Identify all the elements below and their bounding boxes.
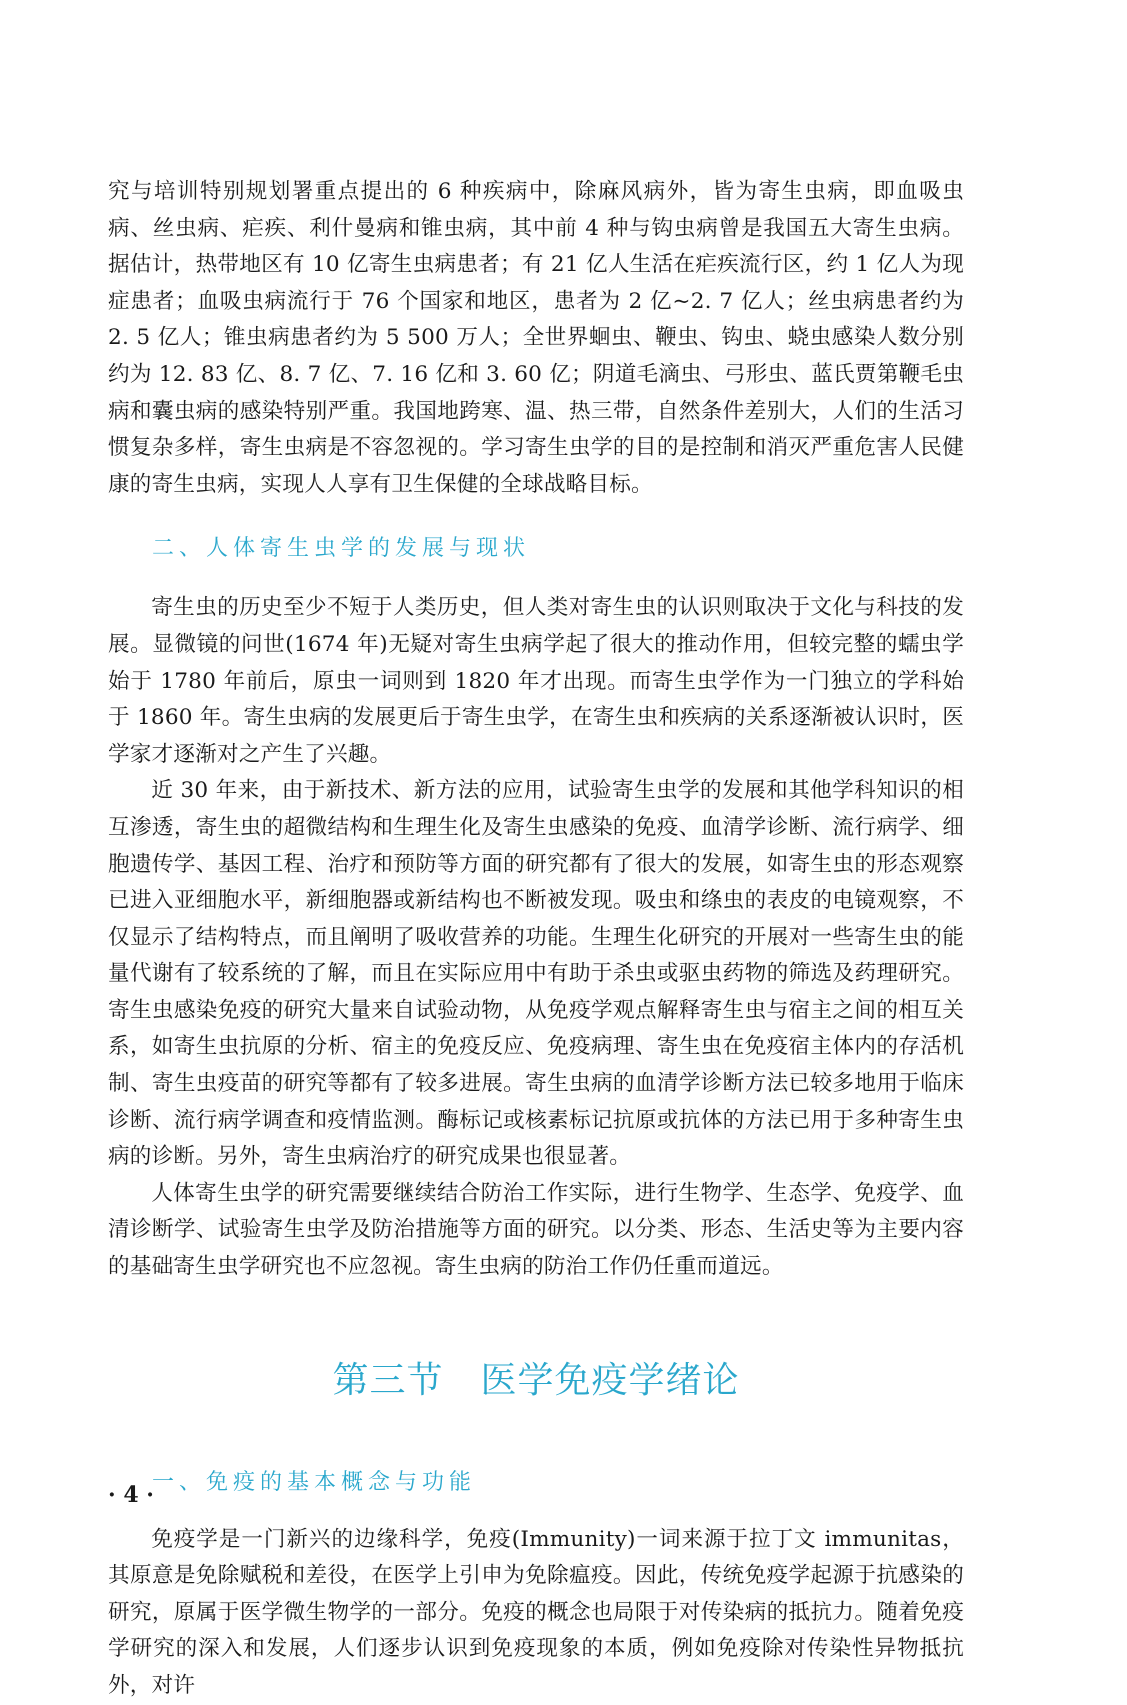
development-paragraph-1: 寄生虫的历史至少不短于人类历史，但人类对寄生虫的认识则取决于文化与科技的发展。显微镜的问世(1674 年)无疑对寄生虫病学起了很大的推动作用，但较完整的蠕虫学始于 1780 年前后，原虫一词则到 1820 年才出现。而寄生虫学作为一门独立的学科始于 1860 年。寄生虫病的发展更后于寄生虫学，在寄生虫和疾病的关系逐渐被认识时，医学家才逐渐对之产生了兴趣。: [108, 595, 964, 767]
immunity-paragraph-1: 免疫学是一门新兴的边缘科学，免疫(Immunity)一词来源于拉丁文 immunitas，其原意是免除赋税和差役，在医学上引申为免除瘟疫。因此，传统免疫学起源于抗感染的研究，原属于医学微生物学的一部分。免疫的概念也局限于对传染病的抵抗力。随着免疫学研究的深入和发展，人们逐步认识到免疫现象的本质，例如免疫除对传染性异物抵抗外，对许: [108, 1526, 964, 1698]
section-heading-immunology: 第三节 医学免疫学绪论: [332, 1359, 740, 1401]
development-paragraph-2: 近 30 年来，由于新技术、新方法的应用，试验寄生虫学的发展和其他学科知识的相互渗透，寄生虫的超微结构和生理生化及寄生虫感染的免疫、血清学诊断、流行病学、细胞遗传学、基因工程、治疗和预防等方面的研究都有了很大的发展，如寄生虫的形态观察已进入亚细胞水平，新细胞器或新结构也不断被发现。吸虫和绦虫的表皮的电镜观察，不仅显示了结构特点，而且阐明了吸收营养的功能。生理生化研究的开展对一些寄生虫的能量代谢有了较系统的了解，而且在实际应用中有助于杀虫或驱虫药物的筛选及药理研究。寄生虫感染免疫的研究大量来自试验动物，从免疫学观点解释寄生虫与宿主之间的相互关系，如寄生虫抗原的分析、宿主的免疫反应、免疫病理、寄生虫在免疫宿主体内的存活机制、寄生虫疫苗的研究等都有了较多进展。寄生虫病的血清学诊断方法已较多地用于临床诊断、流行病学调查和疫情监测。酶标记或核素标记抗原或抗体的方法已用于多种寄生虫病的诊断。另外，寄生虫病治疗的研究成果也很显著。: [108, 778, 964, 1170]
page-number: · 4 ·: [108, 1482, 154, 1508]
page-content: [108, 174, 964, 1705]
heading-parasitology-development: 二、人体寄生虫学的发展与现状: [152, 536, 531, 562]
development-paragraph-3: 人体寄生虫学的研究需要继续结合防治工作实际，进行生物学、生态学、免疫学、血清诊断学、试验寄生虫学及防治措施等方面的研究。以分类、形态、生活史等为主要内容的基础寄生虫学研究也不应忽视。寄生虫病的防治工作仍任重而道远。: [108, 1180, 964, 1280]
heading-immunity-concept: 一、免疫的基本概念与功能: [152, 1469, 477, 1495]
intro-paragraph: 究与培训特别规划署重点提出的 6 种疾病中，除麻风病外，皆为寄生虫病，即血吸虫病、丝虫病、疟疾、利什曼病和锥虫病，其中前 4 种与钩虫病曾是我国五大寄生虫病。据估计，热带地区有 10 亿寄生虫病患者；有 21 亿人生活在疟疾流行区，约 1 亿人为现症患者；血吸虫病流行于 76 个国家和地区，患者为 2 亿~2. 7 亿人；丝虫病患者约为 2. 5 亿人；锥虫病患者约为 5 500 万人；全世界蛔虫、鞭虫、钩虫、蛲虫感染人数分别约为 12. 83 亿、8. 7 亿、7. 16 亿和 3. 60 亿；阴道毛滴虫、弓形虫、蓝氏贾第鞭毛虫病和囊虫病的感染特别严重。我国地跨寒、温、热三带，自然条件差别大，人们的生活习惯复杂多样，寄生虫病是不容忽视的。学习寄生虫学的目的是控制和消灭严重危害人民健康的寄生虫病，实现人人享有卫生保健的全球战略目标。: [108, 179, 964, 497]
